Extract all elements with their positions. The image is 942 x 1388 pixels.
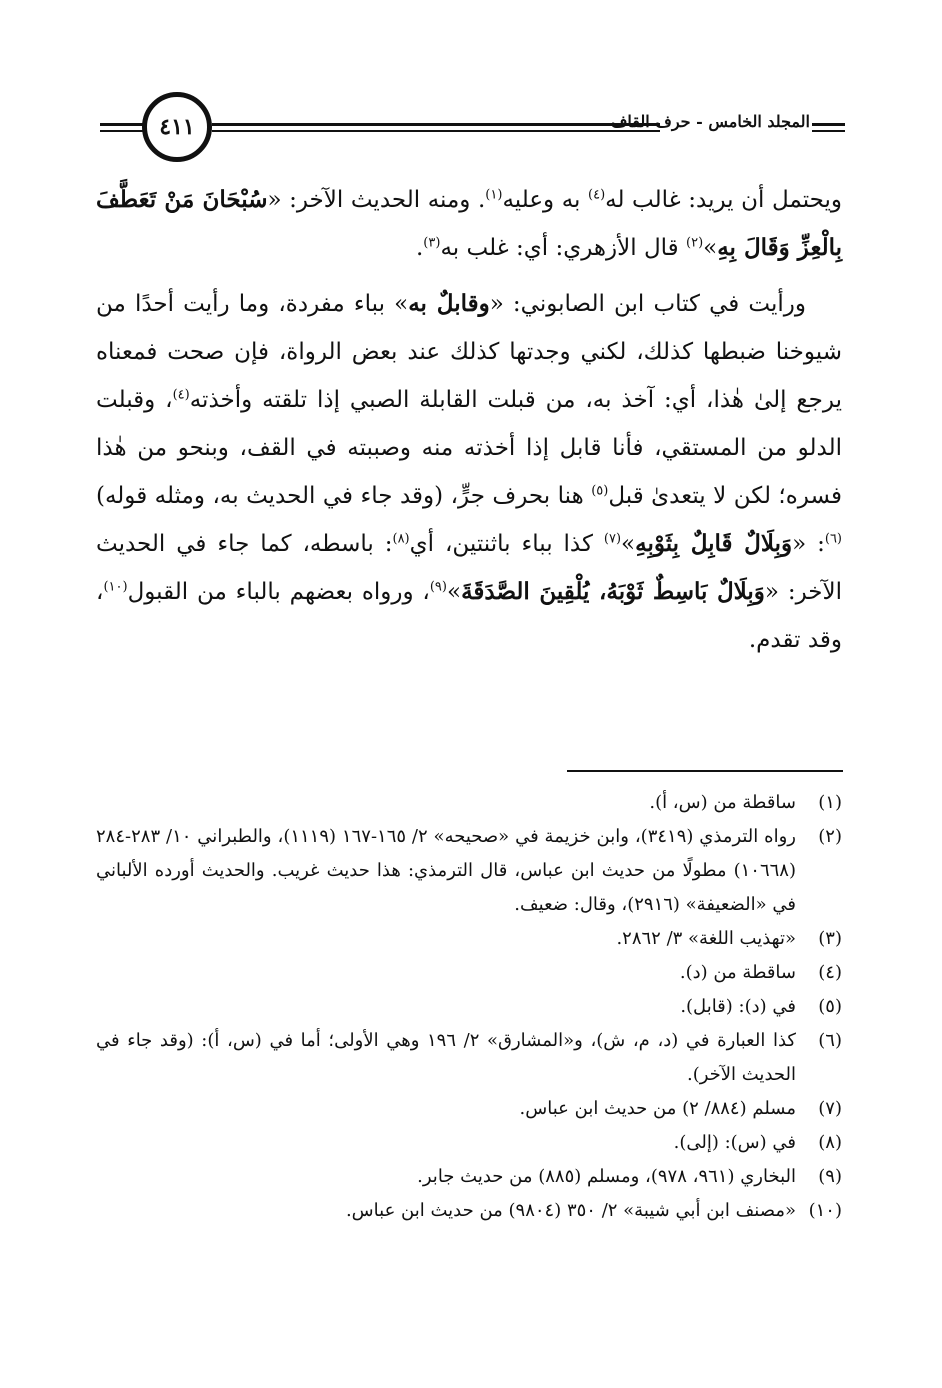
footnote-ref: (٤) <box>172 387 190 403</box>
page-number: ٤١١ <box>159 114 195 140</box>
footnote-text: «مصنف ابن أبي شيبة» ٢/ ٣٥٠ (٩٨٠٤) من حديث ابن عباس. <box>345 1200 796 1221</box>
footnote-number: (٩) <box>818 1166 842 1187</box>
text-run: . <box>415 235 424 261</box>
footnote-number: (١٠) <box>808 1200 842 1221</box>
footnote-item <box>96 922 842 956</box>
text-run: : باسطه، كما جاء في الحديث الآخر: « <box>96 531 842 605</box>
text-run: به وعليه <box>502 187 589 213</box>
header-rule-right-thin <box>812 130 845 132</box>
paragraph-1 <box>96 176 842 272</box>
header-rule-left-thin <box>100 130 146 132</box>
footnote-number: (٢) <box>818 826 842 847</box>
page-header <box>100 92 845 168</box>
hadith-quote: وَبِلَالٌ بَاسِطٌ ثَوْبَهُ، يُلْقِينَ الصَّدَقَةَ <box>461 578 765 605</box>
footnote-number: (٥) <box>818 996 842 1017</box>
text-run: ، ورواه بعضهم بالباء من القبول <box>127 579 430 605</box>
text-run: » <box>703 235 718 261</box>
footnote-text: كذا العبارة في (د، م، ش)، و«المشارق» ٢/ ١٩٦ وهي الأولى؛ أما في (س، أ): (وقد جاء في الحديث الآخر). <box>96 1030 796 1085</box>
footnote-ref: (٢) <box>686 235 704 251</box>
footnote-ref: (٣) <box>423 235 441 251</box>
main-text <box>96 176 842 664</box>
header-rule-middle <box>212 123 660 126</box>
text-run: ، وقد تقدم. <box>96 579 842 653</box>
hadith-quote: سُبْحَانَ مَنْ تَعَطَّفَ بِالْعِزِّ وَقَالَ بِهِ <box>96 186 842 261</box>
footnote-text: ساقطة من (د). <box>679 962 796 983</box>
footnote-item <box>96 1160 842 1194</box>
footnote-item <box>96 1092 842 1126</box>
footnote-number: (٧) <box>818 1098 842 1119</box>
footnote-ref: (١) <box>485 187 503 203</box>
footnote-ref: (٧) <box>603 531 622 547</box>
footnote-ref: (٨) <box>392 531 410 547</box>
header-rule-right <box>812 123 845 126</box>
footnote-number: (١) <box>818 792 842 813</box>
text-run: ويحتمل أن يريد: غالب له <box>605 187 842 213</box>
footnote-item <box>96 1126 842 1160</box>
footnote-ref: (٩) <box>429 579 447 595</box>
hadith-quote: وَبِلَالٌ قَابِلٌ بِثَوْبِهِ <box>635 530 793 557</box>
footnote-number: (٦) <box>818 1030 842 1051</box>
text-run: . ومنه الحديث الآخر: « <box>267 187 486 213</box>
footnote-ref: (٦) <box>824 531 842 547</box>
footnote-number: (٨) <box>818 1132 842 1153</box>
footnote-item <box>96 786 842 820</box>
footnote-text: ساقطة من (س، أ). <box>649 792 796 813</box>
text-run: قال الأزهري: أي: غلب به <box>440 235 686 261</box>
footnotes <box>96 786 842 1228</box>
footnote-item <box>96 1024 842 1092</box>
text-run: : « <box>792 531 825 557</box>
footnote-number: (٣) <box>818 928 842 949</box>
footnote-separator <box>567 770 843 772</box>
footnote-item <box>96 1194 842 1228</box>
text-run: ورأيت في كتاب ابن الصابوني: « <box>489 291 807 317</box>
footnote-text: مسلم (٨٨٤/ ٢) من حديث ابن عباس. <box>519 1098 796 1119</box>
footnote-item <box>96 990 842 1024</box>
footnote-item <box>96 820 842 922</box>
footnote-text: في (د): (قابل). <box>680 996 796 1017</box>
text-run: » <box>621 531 636 557</box>
footnote-ref: (١٠) <box>103 579 128 595</box>
text-run: هنا بحرف جرٍّ، (وقد جاء في الحديث به، ومثله قوله) <box>96 483 592 509</box>
footnote-text: «تهذيب اللغة» ٣/ ٢٨٦٢. <box>616 928 796 949</box>
footnote-number: (٤) <box>818 962 842 983</box>
paragraph-2 <box>96 280 842 664</box>
header-rule-left <box>100 123 146 126</box>
footnote-text: في (س): (إلى). <box>673 1132 796 1153</box>
footnote-text: البخاري (٩٦١، ٩٧٨)، ومسلم (٨٨٥) من حديث جابر. <box>417 1166 796 1187</box>
footnote-ref: (٤) <box>588 187 606 203</box>
text-run: ، وقبلت الدلو من المستقي، فأنا قابل إذا أخذته منه وصببته في القف، وبنحو من هٰذا فسره؛ لكن لا يتعدىٰ قبل <box>96 387 842 509</box>
bold-quote: وقابلٌ به <box>408 290 490 317</box>
text-run: » <box>446 579 462 605</box>
header-rule-middle-thin <box>212 130 660 132</box>
footnote-item <box>96 956 842 990</box>
footnote-text: رواه الترمذي (٣٤١٩)، وابن خزيمة في «صحيحه» ٢/ ١٦٥-١٦٧ (١١١٩)، والطبراني ١٠/ ٢٨٣-٢٨٤ (١٠٦٦٨) مطولًا من حديث ابن عباس، قال الترمذي: هذا حديث غريب. والحديث أورده الألباني في «الضعيفة» (٢٩١٦)، وقال: ضعيف. <box>96 826 796 915</box>
footnote-ref: (٥) <box>591 483 609 499</box>
page-number-badge <box>142 92 212 162</box>
text-run: » بباء مفردة، وما رأيت أحدًا من شيوخنا ضبطها كذلك، لكني وجدتها كذلك عند بعض الرواة، فإن صحت فمعناه يرجع إلىٰ هٰذا، أي: آخذ به، من قبلت القابلة الصبي إذا تلقته وأخذته <box>96 291 842 413</box>
text-run: كذا بباء باثنتين، أي <box>409 531 604 557</box>
running-title: المجلد الخامس - حرف القاف <box>610 112 810 131</box>
